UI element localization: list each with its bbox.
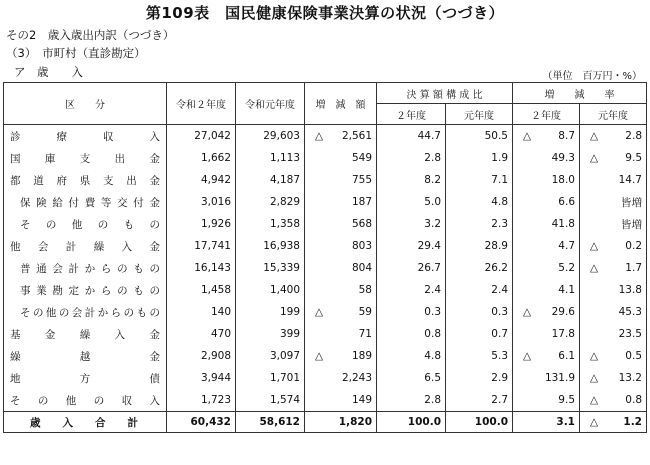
row-label: 繰越金 [4,345,167,367]
cell-diff: 1,820 [305,412,377,433]
row-label: 事業勘定からのもの [4,279,167,301]
rate-value: 9.5 [558,394,575,406]
cell-r1: 58,612 [236,412,305,433]
cell-rate-r2 [513,235,580,257]
cell-diff [305,301,377,323]
cell-rate-r1 [580,213,647,235]
rate-value: 皆増 [621,196,642,209]
rate-value: 5.2 [558,262,575,274]
cell-r2: 27,042 [167,125,236,148]
table-title: 第109表 国民健康保険事業決算の状況（つづき） [145,4,505,22]
cell-comp-r2: 8.2 [377,169,446,191]
rate-value: 2.8 [625,130,642,142]
rate-value: 皆増 [621,218,642,231]
part-heading: その2 歳入歳出内訳（つづき） [6,28,175,42]
cell-rate-r2 [513,345,580,367]
table-row [4,257,647,279]
cell-comp-r1: 0.3 [446,301,513,323]
table-row [4,147,647,169]
negative-marker: △ [590,416,599,428]
section-heading: （3） 市町村（直診勘定） [6,46,146,60]
revenue-table [3,82,647,433]
diff-value: 755 [351,174,372,186]
header-diff: 増 減 額 [305,83,377,125]
cell-diff [305,213,377,235]
cell-comp-r2: 2.8 [377,389,446,412]
row-label: その他の収入 [4,389,167,412]
header-r2: 令和２年度 [167,83,236,125]
header-composition: 決 算 額 構 成 比 [377,83,513,104]
cell-comp-r2: 0.8 [377,323,446,345]
cell-diff [305,169,377,191]
rate-value: 1.2 [623,416,642,428]
table-row [4,389,647,412]
cell-diff [305,323,377,345]
cell-rate-r2: 3.1 [513,412,580,433]
rate-value: 13.8 [618,284,642,296]
rate-value: 0.5 [625,350,642,362]
diff-value: 549 [351,152,372,164]
rate-value: 17.8 [551,328,575,340]
rate-value: 131.9 [544,372,575,384]
cell-r2: 470 [167,323,236,345]
cell-r1: 1,400 [236,279,305,301]
header-comp-r2: ２年度 [377,104,446,125]
rate-value: 41.8 [551,218,575,230]
row-label: その他の会計からのもの [4,301,167,323]
row-label: 基金繰入金 [4,323,167,345]
cell-comp-r2: 0.3 [377,301,446,323]
cell-diff [305,235,377,257]
header-rate: 増 減 率 [513,83,647,104]
negative-marker: △ [590,130,599,142]
diff-value: 804 [351,262,372,274]
header-rate-r2: ２年度 [513,104,580,125]
cell-rate-r2 [513,301,580,323]
row-label: 国庫支出金 [4,147,167,169]
negative-marker: △ [590,394,599,406]
diff-value: 58 [358,284,372,296]
rate-value: 14.7 [618,174,642,186]
cell-diff [305,389,377,412]
negative-marker: △ [315,130,324,142]
table-row [4,367,647,389]
diff-value: 189 [351,350,372,362]
cell-rate-r2 [513,169,580,191]
cell-diff [305,345,377,367]
cell-r2: 1,926 [167,213,236,235]
cell-comp-r1: 7.1 [446,169,513,191]
row-label: その他のもの [4,213,167,235]
diff-value: 59 [358,306,372,318]
header-r1: 令和元年度 [236,83,305,125]
cell-rate-r1 [580,367,647,389]
header-category: 区 分 [4,83,167,125]
row-label: 都道府県支出金 [4,169,167,191]
cell-comp-r1: 50.5 [446,125,513,148]
cell-rate-r2 [513,279,580,301]
diff-value: 2,561 [341,130,372,142]
cell-comp-r2: 6.5 [377,367,446,389]
cell-comp-r1: 4.8 [446,191,513,213]
cell-r2: 3,016 [167,191,236,213]
cell-r2: 2,908 [167,345,236,367]
cell-r1: 1,701 [236,367,305,389]
negative-marker: △ [523,130,532,142]
row-label: 保険給付費等交付金 [4,191,167,213]
cell-rate-r2 [513,389,580,412]
cell-r2: 1,723 [167,389,236,412]
header-comp-r1: 元年度 [446,104,513,125]
diff-value: 568 [351,218,372,230]
cell-comp-r1: 2.3 [446,213,513,235]
table-row [4,169,647,191]
cell-comp-r2: 100.0 [377,412,446,433]
cell-r1: 1,358 [236,213,305,235]
total-row [4,412,647,433]
cell-rate-r1 [580,279,647,301]
cell-rate-r1 [580,147,647,169]
cell-r1: 4,187 [236,169,305,191]
rate-value: 0.8 [625,394,642,406]
rate-value: 13.2 [618,372,642,384]
cell-comp-r2: 26.7 [377,257,446,279]
header-rate-r1: 元年度 [580,104,647,125]
cell-rate-r1 [580,412,647,433]
row-label: 普通会計からのもの [4,257,167,279]
cell-rate-r2 [513,213,580,235]
unit-label: （単位 百万円・%） [542,71,642,82]
negative-marker: △ [315,350,324,362]
negative-marker: △ [523,306,532,318]
cell-comp-r2: 5.0 [377,191,446,213]
cell-comp-r1: 2.7 [446,389,513,412]
cell-diff [305,279,377,301]
cell-rate-r1 [580,125,647,148]
cell-r1: 1,574 [236,389,305,412]
cell-rate-r1 [580,191,647,213]
cell-comp-r2: 2.4 [377,279,446,301]
cell-r1: 29,603 [236,125,305,148]
cell-r2: 3,944 [167,367,236,389]
table-row [4,301,647,323]
cell-comp-r1: 1.9 [446,147,513,169]
cell-comp-r2: 2.8 [377,147,446,169]
rate-value: 9.5 [625,152,642,164]
negative-marker: △ [590,262,599,274]
cell-rate-r1 [580,345,647,367]
cell-rate-r1 [580,389,647,412]
negative-marker: △ [590,240,599,252]
cell-r2: 4,942 [167,169,236,191]
cell-comp-r1: 5.3 [446,345,513,367]
rate-value: 8.7 [558,130,575,142]
diff-value: 71 [358,328,372,340]
cell-r2: 16,143 [167,257,236,279]
cell-comp-r2: 29.4 [377,235,446,257]
cell-r2: 1,458 [167,279,236,301]
negative-marker: △ [523,350,532,362]
cell-r1: 2,829 [236,191,305,213]
rate-value: 18.0 [551,174,575,186]
cell-comp-r1: 0.7 [446,323,513,345]
cell-rate-r2 [513,367,580,389]
rate-value: 1.7 [625,262,642,274]
table-row [4,213,647,235]
cell-r2: 60,432 [167,412,236,433]
cell-comp-r1: 28.9 [446,235,513,257]
rate-value: 23.5 [618,328,642,340]
cell-r2: 140 [167,301,236,323]
row-label: 地方債 [4,367,167,389]
cell-diff [305,367,377,389]
row-label: 他会計繰入金 [4,235,167,257]
rate-value: 6.1 [558,350,575,362]
cell-diff [305,257,377,279]
negative-marker: △ [590,372,599,384]
cell-rate-r1 [580,169,647,191]
cell-comp-r2: 44.7 [377,125,446,148]
cell-rate-r1 [580,323,647,345]
table-row [4,345,647,367]
cell-rate-r2 [513,257,580,279]
cell-diff [305,191,377,213]
negative-marker: △ [590,350,599,362]
cell-rate-r1 [580,257,647,279]
rate-value: 4.7 [558,240,575,252]
rate-value: 4.1 [558,284,575,296]
cell-r1: 15,339 [236,257,305,279]
cell-comp-r2: 3.2 [377,213,446,235]
cell-r2: 17,741 [167,235,236,257]
cell-rate-r1 [580,301,647,323]
cell-r1: 199 [236,301,305,323]
rate-value: 0.2 [625,240,642,252]
diff-value: 187 [351,196,372,208]
diff-value: 803 [351,240,372,252]
cell-comp-r1: 100.0 [446,412,513,433]
rate-value: 45.3 [618,306,642,318]
cell-r1: 3,097 [236,345,305,367]
cell-comp-r1: 26.2 [446,257,513,279]
row-label: 診療収入 [4,125,167,148]
table-row [4,323,647,345]
negative-marker: △ [315,306,324,318]
cell-diff [305,125,377,148]
diff-value: 149 [351,394,372,406]
diff-value: 2,243 [341,372,372,384]
cell-rate-r2 [513,147,580,169]
cell-r1: 399 [236,323,305,345]
cell-comp-r1: 2.4 [446,279,513,301]
cell-r1: 16,938 [236,235,305,257]
table-row [4,279,647,301]
cell-r1: 1,113 [236,147,305,169]
cell-rate-r2 [513,191,580,213]
table-row [4,125,647,148]
cell-rate-r1 [580,235,647,257]
rate-value: 29.6 [551,306,575,318]
table-row [4,235,647,257]
subsection-heading: ア 歳 入 [14,65,83,79]
cell-rate-r2 [513,125,580,148]
table-row [4,191,647,213]
cell-comp-r1: 2.9 [446,367,513,389]
cell-comp-r2: 4.8 [377,345,446,367]
negative-marker: △ [590,152,599,164]
cell-diff [305,147,377,169]
cell-r2: 1,662 [167,147,236,169]
cell-rate-r2 [513,323,580,345]
rate-value: 6.6 [558,196,575,208]
rate-value: 49.3 [551,152,575,164]
row-label: 歳入合計 [4,412,167,433]
